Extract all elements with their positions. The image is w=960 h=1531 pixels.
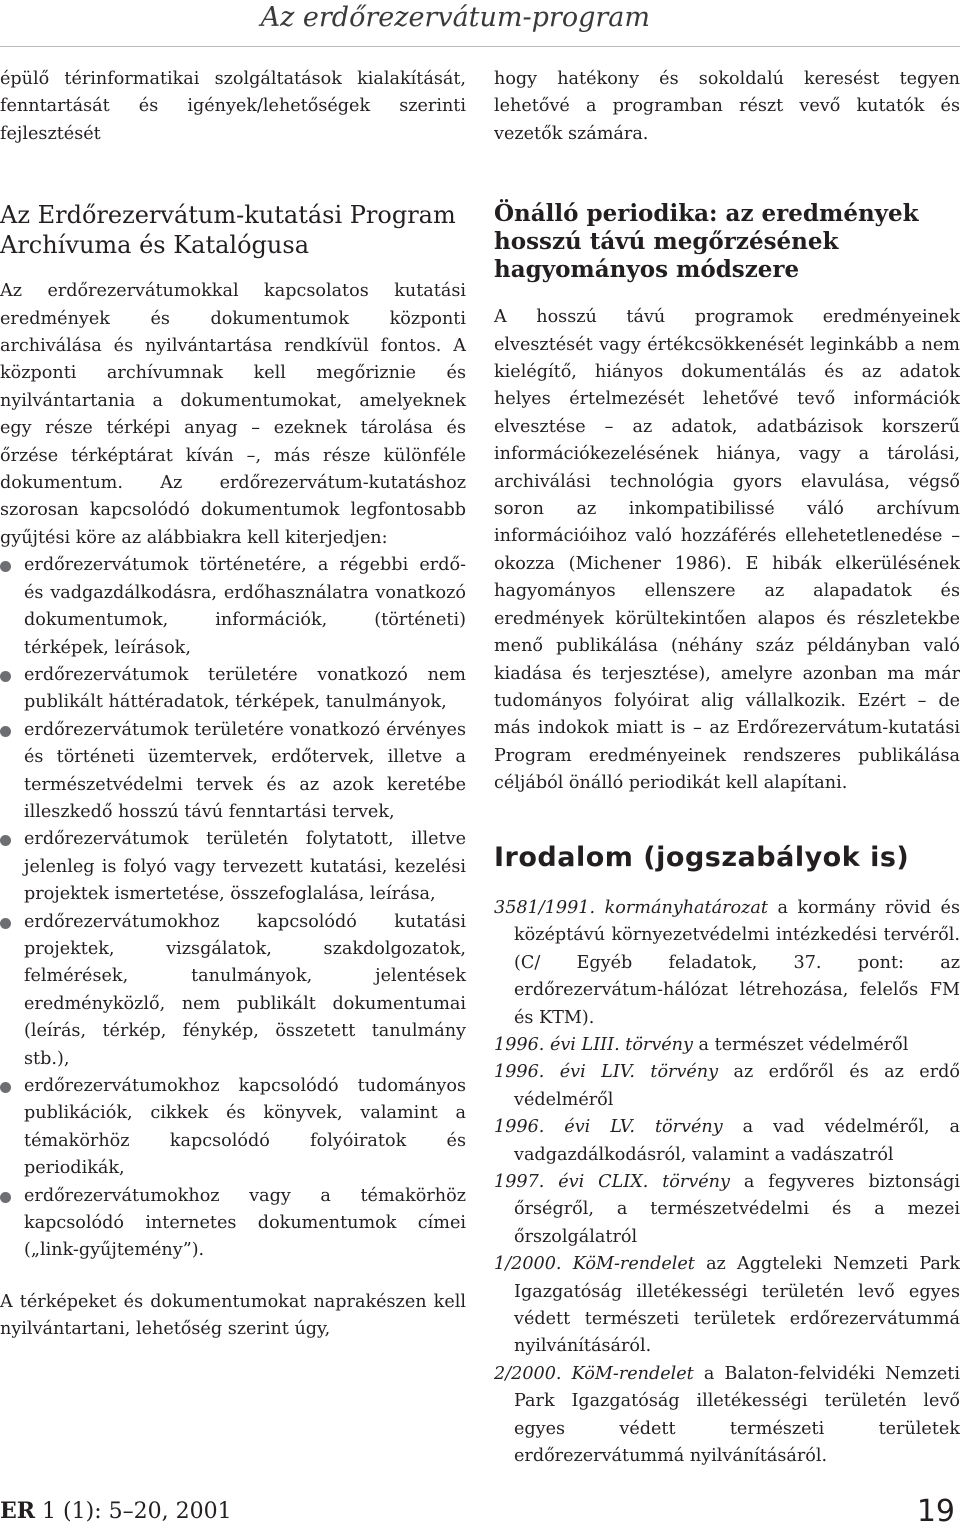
- bullet-icon: [0, 671, 11, 682]
- section-title-archive: Az Erdőrezervátum-kutatási Program Archívuma és Katalógusa: [0, 201, 456, 260]
- footer-citation: ER 1 (1): 5–20, 2001: [0, 1498, 232, 1524]
- list-item: erdőrezervátumokhoz kapcsolódó tudományos publikációk, cikkek és könyvek, valamint a témakörhöz kapcsolódó folyóiratok és periodikák,: [0, 1073, 466, 1183]
- running-header: Az erdőrezervátum-program: [260, 2, 650, 33]
- right-intro: hogy hatékony és sokoldalú keresést tegyen lehetővé a programban részt vevő kutatók és vezetők számára.: [494, 69, 960, 144]
- reference-item: 1996. évi LV. törvény a vad védelméről, a vadgazdálkodásról, valamint a vadászatról: [494, 1117, 960, 1165]
- right-column: [494, 66, 960, 1470]
- references-title: Irodalom (jogszabályok is): [494, 841, 910, 873]
- references-list: [494, 895, 960, 1471]
- bullet-icon: [0, 918, 11, 929]
- left-intro: épülő térinformatikai szolgáltatások kialakítását, fenntartását és igények/lehetőségek szerinti fejlesztését: [0, 69, 466, 144]
- reference-item: 2/2000. KöM-rendelet a Balaton-felvidéki Nemzeti Park Igazgatóság illetékességi területén levő egyes védett természeti területek erdőrezervátummá nyilvánításáról.: [494, 1363, 960, 1467]
- left-column: [0, 66, 466, 1344]
- periodical-paragraph: A hosszú távú programok eredményeinek elvesztését vagy értékcsökkenését leginkább a nem kielégítő, hiányos dokumentálás és az adatok helyes értelmezését lehetővé tevő információk elvesztése – az adatok, adatbázisok korszerű információkezelésének hiánya, vagy a tárolási, archiválási technológia gyors elavulása, végső soron az inkompatibilissé váló archívum információihoz való hozzáférés ellehetetlenedése – okozza (Michener 1986). E hibák elkerülésének hagyományos ellenszere az alapadatok és eredmények körültekintően alapos és részletekbe menő publikálása (néhány száz példányban való kiadása és terjesztése), amelyre azonban ma már tudományos folyóirat alig vállalkozik. Ezért – de más indokok miatt is – az Erdőrezervátum-kutatási Program eredményeinek rendszeres publikálása céljából önálló periodikát kell alapítani.: [494, 307, 960, 794]
- bullet-icon: [0, 561, 11, 572]
- reference-item: 1996. évi LIII. törvény a természet védelméről: [494, 1034, 909, 1055]
- reference-item: 1997. évi CLIX. törvény a fegyveres biztonsági őrségről, a természetvédelmi és a mezei őrszolgálatról: [494, 1172, 960, 1247]
- bullet-icon: [0, 835, 11, 846]
- list-item: erdőrezervátumok területére vonatkozó érvényes és történeti üzemtervek, erdőtervek, illetve a természetvédelmi tervek és az azok keretébe illeszkedő hosszú távú fenntartási tervek,: [0, 717, 466, 827]
- list-item: erdőrezervátumokhoz vagy a témakörhöz kapcsolódó internetes dokumentumok címei („link-gyűjtemény”).: [0, 1183, 466, 1265]
- list-item: erdőrezervátumokhoz kapcsolódó kutatási projektek, vizsgálatok, szakdolgozatok, felmérések, tanulmányok, jelentések eredményközlő, nem publikált dokumentumai (leírás, térkép, fénykép, összetett tanulmány stb.),: [0, 909, 466, 1073]
- section-title-periodical: Önálló periodika: az eredmények hosszú távú megőrzésének hagyományos módszere: [494, 200, 919, 284]
- reference-item: 1996. évi LIV. törvény az erdőről és az erdő védelméről: [494, 1062, 960, 1110]
- bullet-icon: [0, 1082, 11, 1093]
- list-item: erdőrezervátumok területén folytatott, illetve jelenleg is folyó vagy tervezett kutatási, kezelési projektek ismertetése, összefoglalása, leírása,: [0, 826, 466, 908]
- bullet-icon: [0, 1192, 11, 1203]
- archive-paragraph: Az erdőrezervátumokkal kapcsolatos kutatási eredmények és dokumentumok központi archiválása és nyilvántartása rendkívül fontos. A központi archívumnak kell megőriznie és nyilvántartania a dokumentumokat, amelyeknek egy része térképi anyag – ezeknek tárolása és őrzése térképtárat kíván –, más része különféle dokumentum. Az erdőrezervátum-kutatáshoz szorosan kapcsolódó dokumentumok legfontosabb gyűjtési köre az alábbiakra kell kiterjedjen:: [0, 281, 466, 548]
- list-item: erdőrezervátumok területére vonatkozó nem publikált háttéradatok, térképek, tanulmányok,: [0, 662, 466, 717]
- bullet-icon: [0, 726, 11, 737]
- header-rule: [0, 46, 960, 47]
- reference-item: 1/2000. KöM-rendelet az Aggteleki Nemzeti Park Igazgatóság illetékességi területén levő egyes védett természeti területek erdőrezervátummá nyilvánításáról.: [494, 1254, 960, 1357]
- page-number: 19: [916, 1494, 955, 1529]
- closing-paragraph: A térképeket és dokumentumokat naprakészen kell nyilvántartani, lehetőség szerint úgy,: [0, 1291, 466, 1340]
- reference-item: 3581/1991. kormányhatározat a kormány rövid és középtávú környezetvédelmi intézkedési tervéről. (C/ Egyéb feladatok, 37. pont: az erdőrezervátum-hálózat létrehozása, felelős FM és KTM).: [494, 897, 960, 1028]
- archive-bullet-list: [0, 552, 466, 1265]
- list-item: erdőrezervátumok történetére, a régebbi erdő- és vadgazdálkodásra, erdőhasználatra vonatkozó dokumentumok, információk, (történeti) térképek, leírások,: [0, 552, 466, 662]
